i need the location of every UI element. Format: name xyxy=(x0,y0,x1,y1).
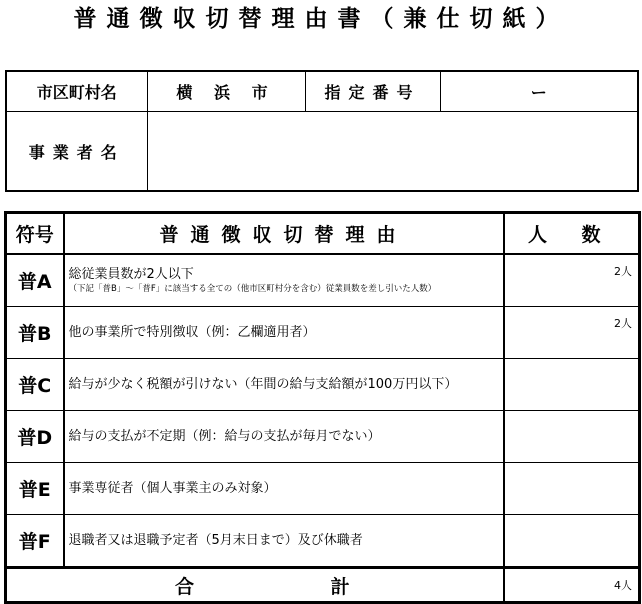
row-reason: 事業専従者（個人事業主のみ対象） xyxy=(64,463,504,515)
table-row xyxy=(6,463,640,515)
table-row xyxy=(6,515,640,568)
designation-value[interactable]: ー xyxy=(440,71,638,112)
row-code: 普B xyxy=(6,307,64,359)
employer-label: 事業者名 xyxy=(6,112,147,192)
col-reason-header: 普通徴収切替理由 xyxy=(64,213,504,255)
reason-table xyxy=(4,211,641,604)
total-label-right: 計 xyxy=(330,575,350,598)
table-row xyxy=(6,359,640,411)
col-code-header: 符号 xyxy=(6,213,64,255)
row-count[interactable] xyxy=(504,411,640,463)
row-count[interactable] xyxy=(504,463,640,515)
row-reason xyxy=(64,254,504,307)
col-count-header: 人 数 xyxy=(504,213,640,255)
row-count[interactable]: 2人 xyxy=(504,307,640,359)
designation-label: 指定番号 xyxy=(305,71,440,112)
header-table xyxy=(5,70,639,192)
row-code: 普D xyxy=(6,411,64,463)
row-reason: 給与が少なく税額が引けない（年間の給与支給額が100万円以下） xyxy=(64,359,504,411)
row-reason: 他の事業所で特別徴収（例：乙欄適用者） xyxy=(64,307,504,359)
row-code: 普C xyxy=(6,359,64,411)
municipality-value[interactable]: 横 浜 市 xyxy=(147,71,305,112)
row-count[interactable] xyxy=(504,359,640,411)
row-count[interactable]: 2人 xyxy=(504,254,640,307)
row-code: 普F xyxy=(6,515,64,568)
table-row xyxy=(6,411,640,463)
total-label-left: 合 xyxy=(175,575,195,598)
row-reason: 退職者又は退職予定者（5月末日まで）及び休職者 xyxy=(64,515,504,568)
page-title: 普通徴収切替理由書（兼仕切紙） xyxy=(73,6,569,32)
total-label xyxy=(6,568,504,603)
total-row xyxy=(6,568,640,603)
row-reason: 給与の支払が不定期（例：給与の支払が毎月でない） xyxy=(64,411,504,463)
row-count[interactable] xyxy=(504,515,640,568)
municipality-label: 市区町村名 xyxy=(6,71,147,112)
row-reason-text: 総従業員数が2人以下 xyxy=(68,267,194,282)
employer-value[interactable] xyxy=(147,112,638,192)
row-reason-note: （下記「普B」～「普F」に該当する全ての（他市区町村分を含む）従業員数を差し引いた人数） xyxy=(68,284,437,294)
row-code: 普A xyxy=(6,254,64,307)
table-row xyxy=(6,307,640,359)
table-row xyxy=(6,254,640,307)
row-code: 普E xyxy=(6,463,64,515)
total-count[interactable]: 4人 xyxy=(504,568,640,603)
